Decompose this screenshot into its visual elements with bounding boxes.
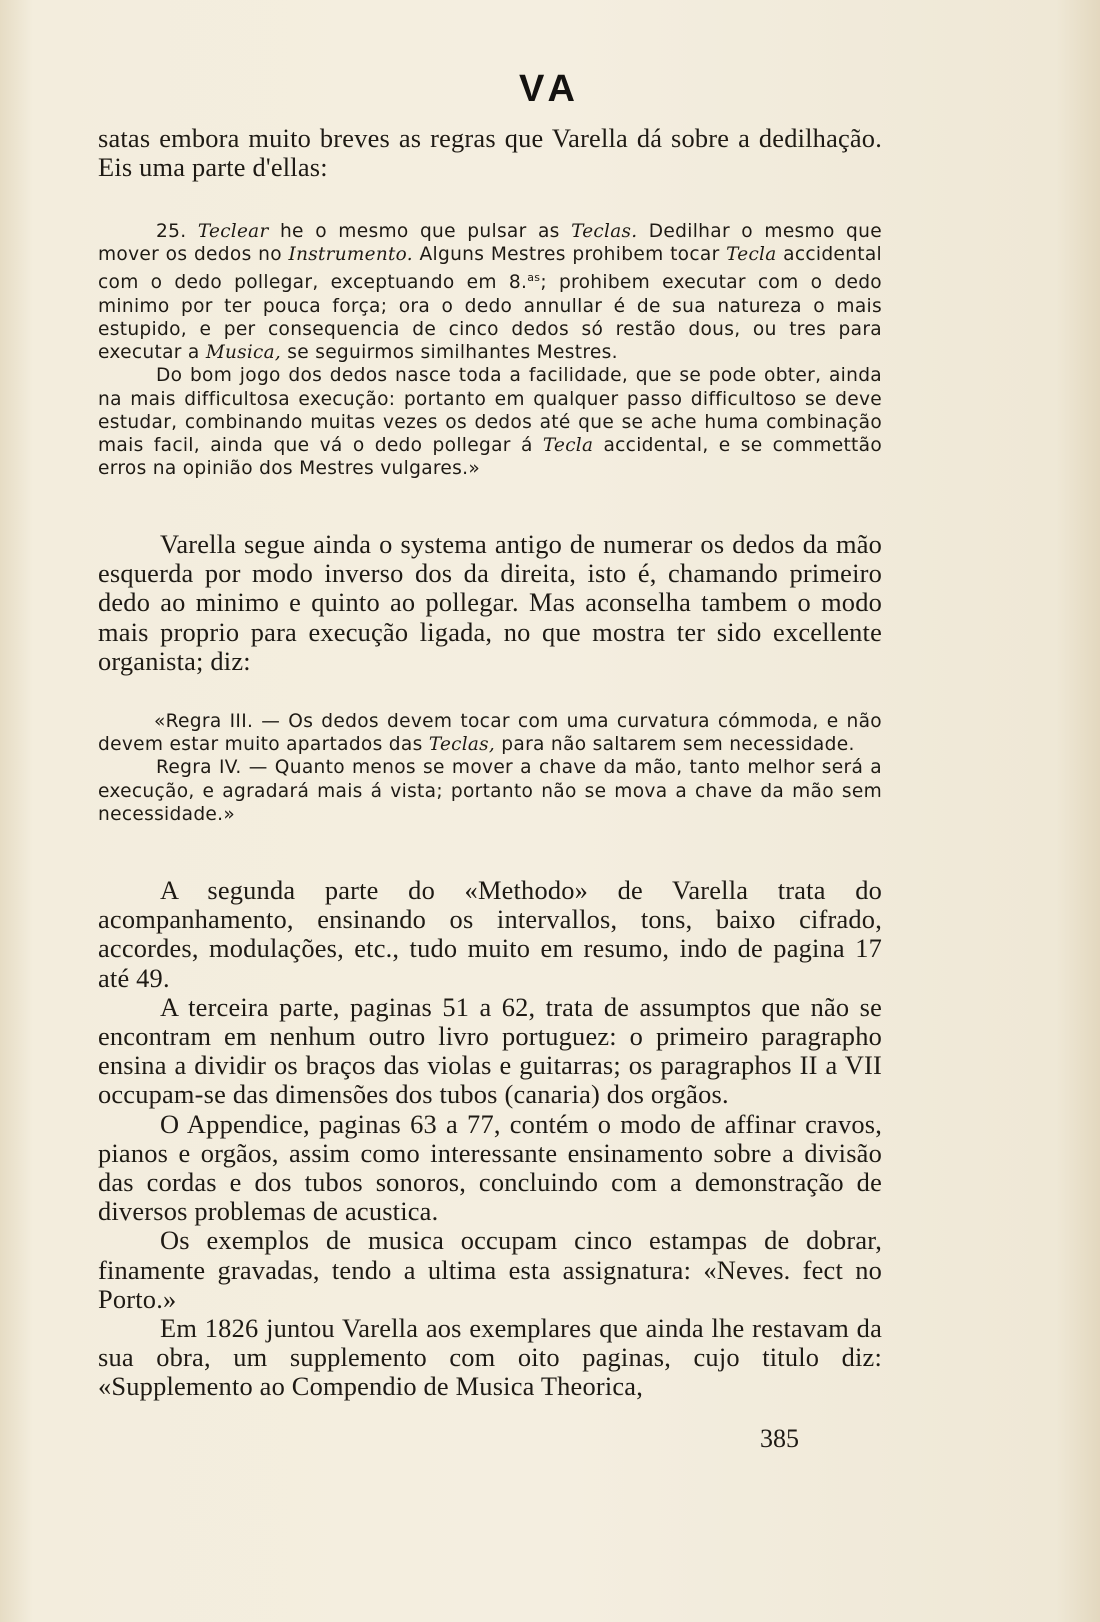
quote-1-text: ; prohibem executar com o dedo minimo por ter pouca força; ora o dedo annullar é de sua natureza o mais estupido, e per consequencia de cinco dedos só restão dous, ou tres para executar a [98, 272, 882, 364]
quote-1-text: accidental com o dedo pollegar, exceptuando em 8. [98, 244, 883, 294]
quote-block-2 [98, 710, 882, 826]
quote-1-text: accidental, e se commettão erros na opinião dos Mestres vulgares.» [98, 435, 882, 480]
quote-1-italic: Tecla [542, 435, 594, 457]
quote-1-text: Dedilhar o mesmo que mover os dedos no [98, 221, 882, 266]
quote-2-paragraph-2: Regra IV. — Quanto menos se mover a chave da mão, tanto melhor será a execução, e agradará mais á vista; portanto não se mova a chave da mão sem necessidade.» [98, 757, 882, 825]
quote-1-text: 25. [156, 221, 198, 242]
body-paragraphs [98, 876, 882, 1402]
page-number: 385 [760, 1424, 799, 1453]
quote-1-italic: Instrumento. [288, 244, 413, 266]
paragraph-2 [98, 530, 882, 676]
quote-2-italic: Teclas, [428, 734, 496, 756]
paragraph-6: Os exemplos de musica occupam cinco estampas de dobrar, finamente gravadas, tendo a ultima esta assignatura: «Neves. fect no Porto.» [98, 1225, 882, 1314]
quote-1-paragraph-2 [98, 364, 882, 480]
quote-1-text: se seguirmos similhantes Mestres. [281, 342, 618, 364]
quote-1-text: Do bom jogo dos dedos nasce toda a facilidade, que se pode obter, ainda na mais difficultosa execução: portanto em qualquer passo difficultoso se deve estudar, combinando muitas vezes os dedos até que se ache huma combinação mais facil, ainda que vá o dedo pollegar á [98, 365, 882, 457]
quote-2-paragraph-1 [98, 710, 882, 756]
paragraph-1 [98, 124, 882, 182]
quote-1-italic: Teclear [197, 221, 269, 242]
quote-1-text: he o mesmo que pulsar as [268, 221, 572, 242]
quote-1-italic: Tecla [726, 244, 777, 266]
paragraph-3: A segunda parte do «Methodo» de Varella trata do acompanhamento, ensinando os intervallos, tons, baixo cifrado, accordes, modulações, etc., tudo muito em resumo, indo de pagina 17 até 49. [98, 875, 882, 993]
paragraph-4: A terceira parte, paginas 51 a 62, trata de assumptos que não se encontram em nenhum outro livro portuguez: o primeiro paragrapho ensina a dividir os braços das violas e guitarras; os paragraphos II a VII occupam-se das dimensões dos tubos (canaria) dos orgãos. [98, 991, 882, 1110]
paragraph-1-text: satas embora muito breves as regras que Varella dá sobre a dedilhação. Eis uma parte d'ellas: [98, 123, 882, 183]
quote-2-text: «Regra III. — Os dedos devem tocar com uma curvatura cómmoda, e não devem estar muito apartados das [98, 711, 882, 756]
running-header: VA [519, 68, 581, 110]
quote-block-1 [98, 220, 882, 480]
quote-1-superscript: as [527, 271, 541, 285]
quote-1-italic: Teclas. [571, 221, 638, 242]
paragraph-7: Em 1826 juntou Varella aos exemplares que ainda lhe restavam da sua obra, um supplemento com oito paginas, cujo titulo diz: «Supplemento ao Compendio de Musica Theorica, [98, 1313, 882, 1402]
paragraph-2-text: Varella segue ainda o systema antigo de numerar os dedos da mão esquerda por modo inverso dos da direita, isto é, chamando primeiro dedo ao minimo e quinto ao pollegar. Mas aconselha tambem o modo mais proprio para execução ligada, no que mostra ter sido excellente organista; diz: [98, 529, 882, 676]
quote-1-text: Alguns Mestres prohibem tocar [412, 244, 727, 266]
quote-1-italic: Musica, [205, 342, 282, 364]
paragraph-5: O Appendice, paginas 63 a 77, contém o modo de affinar cravos, pianos e orgãos, assim como interessante ensinamento sobre a divisão das cordas e dos tubos sonoros, concluindo com a demonstração de diversos problemas de acustica. [98, 1108, 882, 1227]
quote-2-text: para não saltarem sem necessidade. [495, 734, 855, 756]
quote-1-paragraph-1 [98, 220, 882, 364]
